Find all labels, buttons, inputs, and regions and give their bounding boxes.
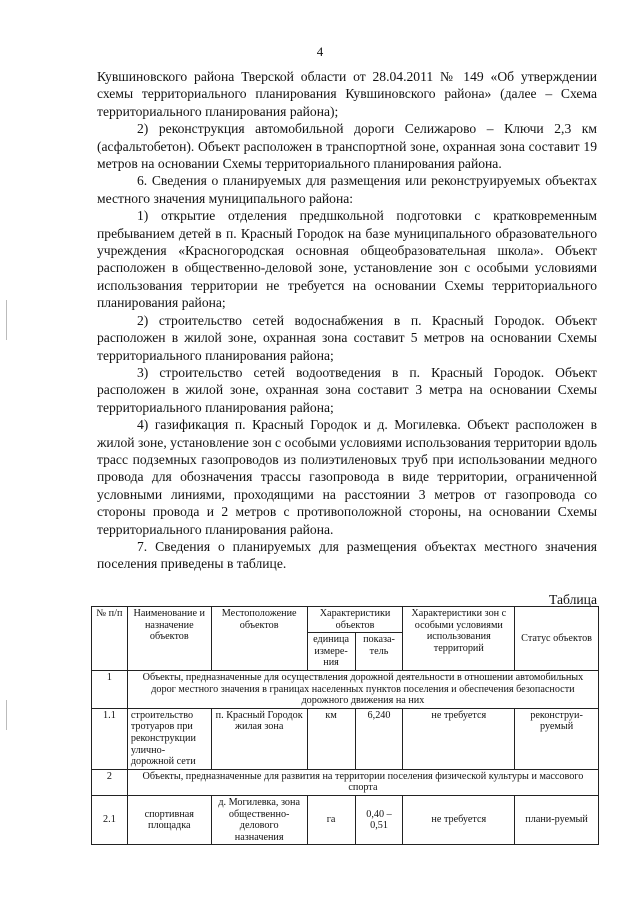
header-name: Наименование и назначение объектов bbox=[127, 607, 211, 671]
row-unit: км bbox=[307, 708, 355, 769]
header-unit: единица измере-ния bbox=[307, 633, 355, 671]
section-num: 2 bbox=[92, 769, 128, 795]
scan-artifact bbox=[6, 700, 7, 730]
row-num: 2.1 bbox=[92, 795, 128, 844]
paragraph: 3) строительство сетей водоотведения в п. Красный Городок. Объект расположен в жилой зоне, охранная зона составит 3 метра на основании Схемы территориального планирования района; bbox=[97, 364, 597, 415]
header-num: № п/п bbox=[92, 607, 128, 671]
section-title: Объекты, предназначенные для осуществления дорожной деятельности в отношении автомобильных дорог местного значения в границах населенных пунктов поселения и обеспечения безопасности дорожного движения на них bbox=[127, 670, 598, 708]
header-status: Статус объектов bbox=[515, 607, 599, 671]
table-caption: Таблица bbox=[549, 592, 597, 607]
row-value: 0,40 – 0,51 bbox=[355, 795, 403, 844]
objects-table bbox=[91, 606, 599, 845]
row-location: д. Могилевка, зона общественно-делового назначения bbox=[211, 795, 307, 844]
body-text bbox=[97, 68, 597, 573]
header-indicator: показа-тель bbox=[355, 633, 403, 671]
section-num: 1 bbox=[92, 670, 128, 708]
header-location: Местоположение объектов bbox=[211, 607, 307, 671]
row-location: п. Красный Городок жилая зона bbox=[211, 708, 307, 769]
row-zones: не требуется bbox=[403, 795, 515, 844]
row-zones: не требуется bbox=[403, 708, 515, 769]
page-number: 4 bbox=[316, 44, 324, 59]
row-name: спортивная площадка bbox=[127, 795, 211, 844]
paragraph: 2) строительство сетей водоснабжения в п. Красный Городок. Объект расположен в жилой зоне, охранная зона составит 5 метров на основании Схемы территориального планирования района; bbox=[97, 312, 597, 363]
paragraph: 4) газификация п. Красный Городок и д. Могилевка. Объект расположен в жилой зоне, установление зон с особыми условиями использования территории вдоль трасс подземных газопроводов из полиэтиленовых труб при использовании медного провода для обозначения трассы газопровода в виде территории, ограниченной условными линиями, проходящими на расстоянии 3 метров от газопровода со стороны провода и 2 метров с противоположной стороны, на основании Схемы территориального планирования района. bbox=[97, 417, 597, 537]
table-header-row bbox=[92, 607, 599, 633]
row-unit: га bbox=[307, 795, 355, 844]
row-name: строительство тротуаров при реконструкции улично-дорожной сети bbox=[127, 708, 211, 769]
section-title: Объекты, предназначенные для развития на территории поселения физической культуры и массового спорта bbox=[127, 769, 598, 795]
paragraph: 2) реконструкция автомобильной дороги Селижарово – Ключи 2,3 км (асфальтобетон). Объект расположен в транспортной зоне, охранная зона составит 19 метров на основании Схемы территориального планирования района. bbox=[97, 121, 597, 172]
scan-artifact bbox=[6, 300, 7, 340]
row-status: плани-руемый bbox=[515, 795, 599, 844]
table-row bbox=[92, 708, 599, 769]
row-num: 1.1 bbox=[92, 708, 128, 769]
paragraph: 1) открытие отделения предшкольной подготовки с кратковременным пребыванием детей в п. Красный Городок на базе муниципального образовательного учреждения «Красногородская основная общеобразовательная школа». Объект расположен в общественно-деловой зоне, установление зон с особыми условиями использования территории не требуется на основании Схемы территориального планирования района; bbox=[97, 208, 597, 311]
row-status: реконструи-руемый bbox=[515, 708, 599, 769]
paragraph: 7. Сведения о планируемых для размещения объектах местного значения поселения приведены в таблице. bbox=[97, 538, 597, 572]
paragraph: Кувшиновского района Тверской области от 28.04.2011 № 149 «Об утверждении схемы территориального планирования Кувшиновского района» (далее – Схема территориального планирования района); bbox=[97, 69, 597, 119]
row-value: 6,240 bbox=[355, 708, 403, 769]
header-characteristics: Характеристики объектов bbox=[307, 607, 403, 633]
table-row bbox=[92, 795, 599, 844]
header-zones: Характеристики зон с особыми условиями использования территорий bbox=[403, 607, 515, 671]
paragraph: 6. Сведения о планируемых для размещения или реконструируемых объектах местного значения муниципального района: bbox=[97, 173, 597, 206]
table-section-row bbox=[92, 769, 599, 795]
table-section-row bbox=[92, 670, 599, 708]
